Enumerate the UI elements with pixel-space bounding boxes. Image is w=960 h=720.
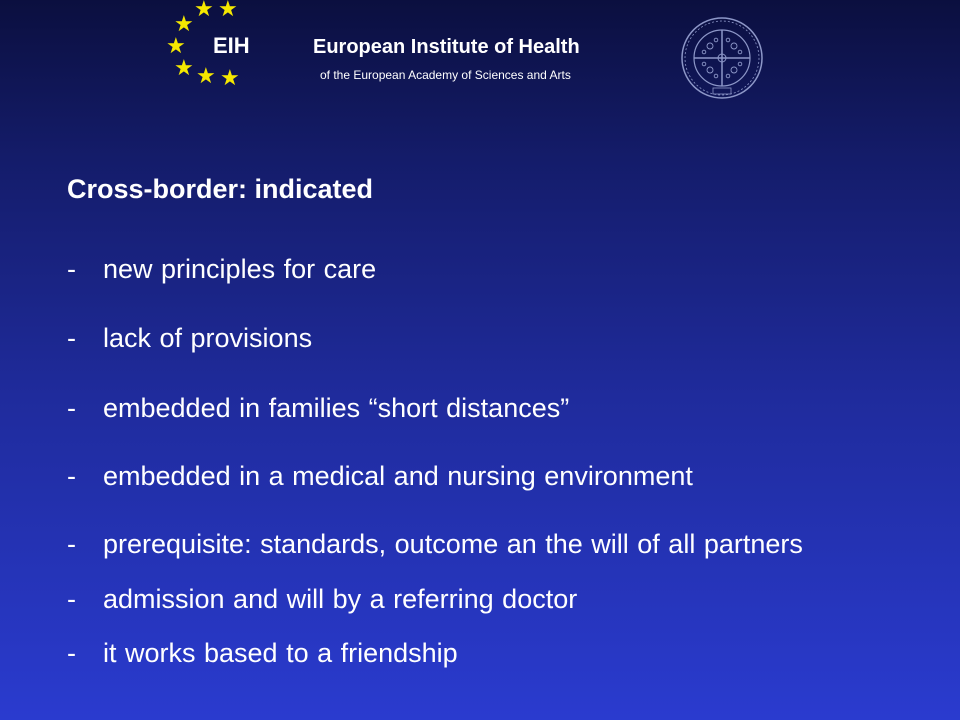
star-icon: ★ xyxy=(220,66,240,91)
bullet-item xyxy=(67,393,569,424)
star-icon: ★ xyxy=(194,0,214,22)
institute-name: European Institute of Health xyxy=(313,36,580,58)
bullet-item xyxy=(67,323,312,354)
bullet-text: it works based to a friendship xyxy=(103,638,458,668)
bullet-item xyxy=(67,254,376,285)
bullet-text: embedded in a medical and nursing environment xyxy=(103,461,693,491)
bullet-dash: - xyxy=(67,529,76,559)
bullet-dash: - xyxy=(67,254,76,284)
bullet-item xyxy=(67,461,693,492)
institute-subtitle: of the European Academy of Sciences and Arts xyxy=(320,68,571,82)
bullet-text: admission and will by a referring doctor xyxy=(103,584,578,614)
bullet-item xyxy=(67,529,803,560)
bullet-dash: - xyxy=(67,584,76,614)
bullet-dash: - xyxy=(67,461,76,491)
bullet-text: new principles for care xyxy=(103,254,377,284)
bullet-dash: - xyxy=(67,393,76,423)
star-icon: ★ xyxy=(196,64,216,89)
star-icon: ★ xyxy=(174,56,194,81)
bullet-text: lack of provisions xyxy=(103,323,313,353)
bullet-dash: - xyxy=(67,638,76,668)
academy-seal-icon xyxy=(680,16,764,100)
bullet-item xyxy=(67,584,577,615)
bullet-text: prerequisite: standards, outcome an the will of all partners xyxy=(103,529,803,559)
star-icon: ★ xyxy=(166,34,186,59)
bullet-dash: - xyxy=(67,323,76,353)
slide-title: Cross-border: indicated xyxy=(67,174,374,204)
bullet-text: embedded in families “short distances” xyxy=(103,393,570,423)
star-icon: ★ xyxy=(218,0,238,22)
bullet-item xyxy=(67,638,458,669)
institute-abbreviation: EIH xyxy=(213,33,250,58)
star-icon: ★ xyxy=(174,12,194,37)
